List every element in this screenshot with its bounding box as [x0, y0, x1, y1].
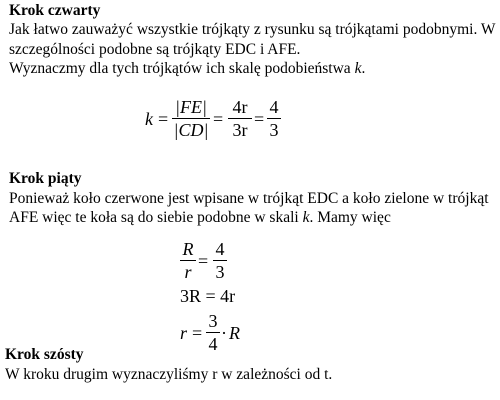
frac-denominator-cd: |CD|: [173, 120, 209, 140]
frac-numerator-4r: 4r: [232, 97, 248, 117]
step4-line1: Jak łatwo zauważyć wszystkie trójkąty z rysunku są trójkątami podobnymi. W: [9, 21, 496, 38]
eq-equals-2: =: [213, 109, 224, 129]
eq-dot: ·: [221, 323, 227, 343]
fraction-R-r: [180, 238, 196, 283]
eq-rhs-R: R: [229, 323, 240, 343]
eq-3R-4r: 3R = 4r: [180, 286, 236, 306]
frac-denominator-3: 3: [269, 120, 279, 140]
step5-line2-suffix: . Mamy więc: [309, 209, 391, 226]
frac-numerator-R: R: [182, 239, 194, 259]
step5-line2-var: k: [302, 209, 310, 226]
step6-title: Krok szósty: [5, 346, 84, 363]
step4-line2: szczególności podobne są trójkąty EDC i AFE.: [9, 41, 301, 58]
frac-numerator-4: 4: [215, 239, 225, 259]
fraction-4-3-b: [213, 238, 227, 283]
step4-line3-prefix: Wyznaczmy dla tych trójkątów ich skalę podobieństwa: [9, 60, 355, 77]
step4-line3-var: k: [354, 60, 362, 77]
fraction-fe-cd: [172, 96, 210, 141]
eq-k: k: [145, 109, 153, 129]
step4-title: Krok czwarty: [9, 2, 101, 19]
fraction-3-4: [206, 310, 220, 355]
eq-equals-3: =: [254, 109, 265, 129]
frac-denominator-3r: 3r: [232, 120, 248, 140]
fraction-4-3: [267, 96, 281, 141]
frac-denominator-3: 3: [215, 262, 225, 282]
frac-denominator-4: 4: [208, 334, 218, 354]
eq-equals: =: [192, 323, 203, 343]
step5-line1: Ponieważ koło czerwone jest wpisane w trójkąt EDC a koło zielone w trójkąt: [9, 190, 489, 207]
step5-title: Krok piąty: [9, 170, 82, 187]
step4-line3: [9, 60, 365, 78]
frac-numerator-4: 4: [269, 97, 279, 117]
eq-equals-1: =: [158, 109, 169, 129]
eq-equals: =: [198, 251, 209, 271]
fraction-4r-3r: [228, 96, 252, 141]
frac-numerator-3: 3: [208, 311, 218, 331]
step5-line2: [9, 209, 391, 227]
eq-lhs-r: r: [180, 323, 188, 343]
step6-line1: W kroku drugim wyznaczyliśmy r w zależności od t.: [5, 366, 333, 383]
frac-denominator-r: r: [184, 262, 192, 282]
step5-line2-prefix: AFE więc te koła są do siebie podobne w skali: [9, 209, 303, 226]
step4-line3-suffix: .: [361, 60, 366, 77]
frac-numerator-fe: |FE|: [175, 97, 207, 117]
